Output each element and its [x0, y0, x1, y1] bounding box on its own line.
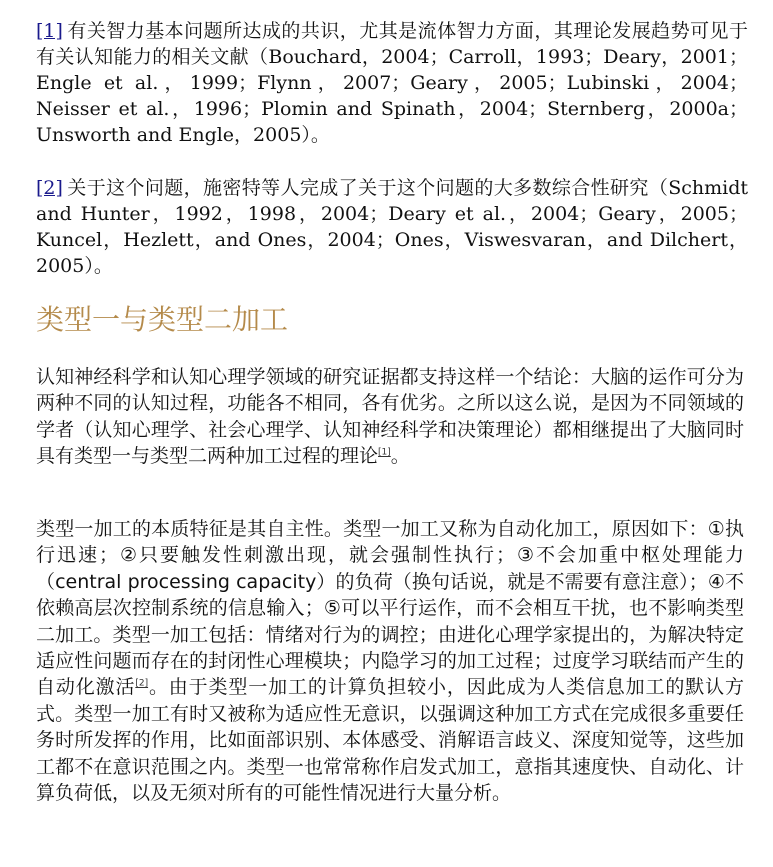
footnote-1: [36, 18, 748, 148]
body-paragraph-2: [36, 516, 744, 806]
footnote-1-link[interactable]: [1]: [36, 20, 63, 42]
footnote-2-link[interactable]: [2]: [36, 177, 63, 199]
footnote-2-text: 关于这个问题，施密特等人完成了关于这个问题的大多数综合性研究（Schmidt and Hunter，1992，1998，2004；Deary et al.，2004；Geary，2005；Kuncel，Hezlett，and Ones，2004；Ones，Viswesvaran，and Dilchert，2005）。: [36, 177, 748, 277]
footnote-2: [36, 175, 748, 279]
body-paragraph-1: [36, 364, 744, 470]
reference-2-link[interactable]: [2]: [135, 679, 149, 690]
paragraph-1-end: 。: [390, 445, 410, 468]
paragraph-2-text: 类型一加工的本质特征是其自主性。类型一加工又称为自动化加工，原因如下：①执行迅速；②只要触发性刺激出现，就会强制性执行；③不会加重中枢处理能力（central processing capacity）的负荷（换句话说，就是不需要有意注意）；④不依赖高层次控制系统的信息输入；⑤可以平行运作，而不会相互干扰，也不影响类型二加工。类型一加工包括：情绪对行为的调控；由进化心理学家提出的，为解决特定适应性问题而存在的封闭性心理模块；内隐学习的加工过程；过度学习联结而产生的自动化激活: [36, 518, 744, 699]
paragraph-2-end: 。由于类型一加工的计算负担较小，因此成为人类信息加工的默认方式。类型一加工有时又被称为适应性无意识，以强调这种加工方式在完成很多重要任务时所发挥的作用，比如面部识别、本体感受、消解语言歧义、深度知觉等，这些加工都不在意识范围之内。类型一也常常称作启发式加工，意指其速度快、自动化、计算负荷低，以及无须对所有的可能性情况进行大量分析。: [36, 676, 744, 805]
reference-1-link[interactable]: [1]: [378, 447, 391, 458]
footnote-1-text: 有关智力基本问题所达成的共识，尤其是流体智力方面，其理论发展趋势可见于有关认知能力的相关文献（Bouchard，2004；Carroll，1993；Deary，2001；Engle et al.，1999；Flynn，2007；Geary，2005；Lubinski，2004；Neisser et al.，1996；Plomin and Spinath，2004；Sternberg，2000a；Unsworth and Engle，2005）。: [36, 20, 748, 146]
section-title: 类型一与类型二加工: [36, 303, 289, 336]
paragraph-1-text: 认知神经科学和认知心理学领域的研究证据都支持这样一个结论：大脑的运作可分为两种不同的认知过程，功能各不相同，各有优劣。之所以这么说，是因为不同领域的学者（认知心理学、社会心理学、认知神经科学和决策理论）都相继提出了大脑同时具有类型一与类型二两种加工过程的理论: [36, 366, 744, 468]
